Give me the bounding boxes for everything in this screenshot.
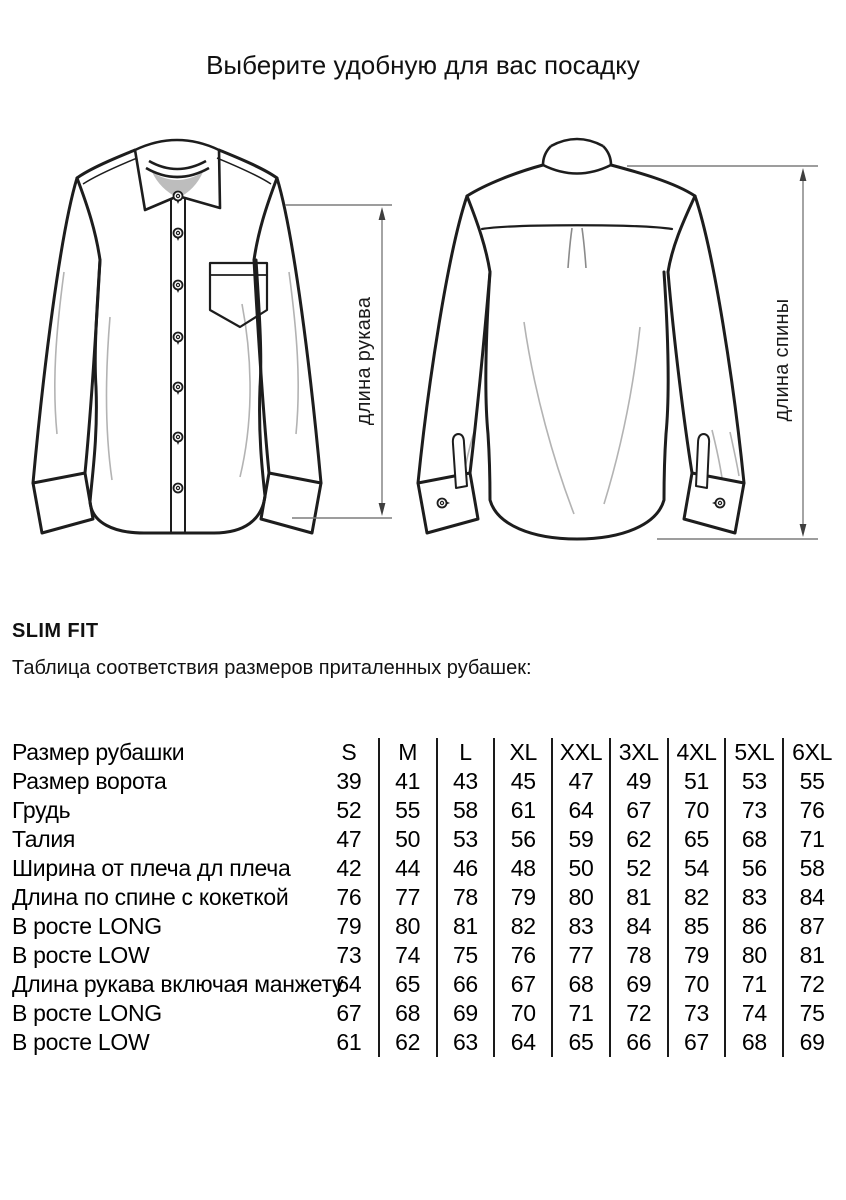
size-value-cell: 68: [724, 825, 782, 854]
size-value-cell: 75: [782, 999, 840, 1028]
size-value-cell: 65: [378, 970, 436, 999]
front-placket: [171, 198, 185, 532]
size-value-cell: 84: [782, 883, 840, 912]
size-value-cell: 71: [782, 825, 840, 854]
size-value-cell: 71: [724, 970, 782, 999]
size-value-cell: 47: [336, 826, 362, 852]
size-value-cell: 68: [724, 1028, 782, 1057]
size-value-cell: 55: [378, 796, 436, 825]
size-value-cell: 80: [378, 912, 436, 941]
size-value-cell: 75: [436, 941, 494, 970]
row-label-cell: Ширина от плеча дл плеча: [12, 855, 291, 881]
size-value-cell: 86: [724, 912, 782, 941]
size-value-cell: 62: [609, 825, 667, 854]
size-value-cell: 80: [551, 883, 609, 912]
size-value-cell: 46: [436, 854, 494, 883]
size-value-cell: 52: [336, 797, 362, 823]
size-value-cell: 67: [609, 796, 667, 825]
size-value-cell: 58: [782, 854, 840, 883]
size-value-cell: 74: [724, 999, 782, 1028]
size-value-cell: 81: [609, 883, 667, 912]
size-value-cell: 61: [493, 796, 551, 825]
size-value-cell: 58: [436, 796, 494, 825]
size-value-cell: 76: [493, 941, 551, 970]
size-value-cell: 39: [336, 768, 362, 794]
size-value-cell: XXL: [551, 738, 609, 767]
size-value-cell: 54: [667, 854, 725, 883]
table-subtitle: Таблица соответствия размеров приталенных рубашек:: [12, 657, 532, 679]
row-label-cell: В росте LONG: [12, 913, 162, 939]
size-value-cell: 64: [493, 1028, 551, 1057]
size-value-cell: 79: [667, 941, 725, 970]
sleeve-length-label: длина рукава: [353, 296, 375, 426]
size-value-cell: 67: [667, 1028, 725, 1057]
size-value-cell: L: [436, 738, 494, 767]
size-value-cell: 70: [667, 796, 725, 825]
size-value-cell: 55: [782, 767, 840, 796]
size-value-cell: 77: [378, 883, 436, 912]
size-value-cell: XL: [493, 738, 551, 767]
row-label-cell: В росте LONG: [12, 1000, 162, 1026]
back-length-label: длина спины: [771, 298, 793, 422]
size-value-cell: 84: [609, 912, 667, 941]
size-value-cell: 62: [378, 1028, 436, 1057]
size-value-cell: 52: [609, 854, 667, 883]
front-buttons: [174, 192, 183, 493]
size-value-cell: 59: [551, 825, 609, 854]
size-value-cell: 82: [493, 912, 551, 941]
back-length-arrow: [627, 166, 818, 539]
size-value-cell: 66: [609, 1028, 667, 1057]
sleeve-length-arrow: [285, 205, 392, 518]
size-value-cell: 81: [436, 912, 494, 941]
size-value-cell: 68: [378, 999, 436, 1028]
size-value-cell: 85: [667, 912, 725, 941]
size-value-cell: 79: [336, 913, 362, 939]
row-label-cell: Длина рукава включая манжету: [12, 971, 344, 997]
size-value-cell: 64: [336, 971, 362, 997]
size-value-cell: 69: [436, 999, 494, 1028]
size-value-cell: 81: [782, 941, 840, 970]
back-collar: [543, 139, 611, 174]
fit-heading: SLIM FIT: [12, 620, 99, 642]
size-value-cell: M: [378, 738, 436, 767]
size-value-cell: 73: [724, 796, 782, 825]
size-value-cell: 79: [493, 883, 551, 912]
size-value-cell: 44: [378, 854, 436, 883]
size-value-cell: 53: [724, 767, 782, 796]
size-value-cell: 47: [551, 767, 609, 796]
size-value-cell: 4XL: [667, 738, 725, 767]
size-value-cell: 49: [609, 767, 667, 796]
row-label-cell: Талия: [12, 826, 76, 852]
row-label-cell: В росте LOW: [12, 1029, 150, 1055]
size-value-cell: 45: [493, 767, 551, 796]
size-value-cell: 43: [436, 767, 494, 796]
size-value-cell: 42: [336, 855, 362, 881]
back-cuff-buttons: [438, 499, 725, 508]
size-value-cell: 83: [724, 883, 782, 912]
back-pleat-lines: [568, 228, 586, 268]
size-value-cell: 41: [378, 767, 436, 796]
size-value-cell: 48: [493, 854, 551, 883]
size-value-cell: 66: [436, 970, 494, 999]
size-value-cell: 77: [551, 941, 609, 970]
size-value-cell: 61: [336, 1029, 362, 1055]
size-value-cell: 80: [724, 941, 782, 970]
size-value-cell: 56: [724, 854, 782, 883]
size-value-cell: 50: [378, 825, 436, 854]
row-label-cell: В росте LOW: [12, 942, 150, 968]
size-value-cell: 70: [493, 999, 551, 1028]
size-value-cell: 73: [667, 999, 725, 1028]
size-value-cell: 78: [609, 941, 667, 970]
size-value-cell: 64: [551, 796, 609, 825]
row-label-cell: Размер ворота: [12, 768, 167, 794]
size-value-cell: 5XL: [724, 738, 782, 767]
size-value-cell: 78: [436, 883, 494, 912]
row-label-cell: Размер рубашки: [12, 739, 185, 765]
size-value-cell: 83: [551, 912, 609, 941]
size-value-cell: 69: [782, 1028, 840, 1057]
page-title: Выберите удобную для вас посадку: [206, 50, 640, 80]
size-value-cell: 71: [551, 999, 609, 1028]
size-value-cell: 70: [667, 970, 725, 999]
size-value-cell: 72: [782, 970, 840, 999]
size-value-cell: 87: [782, 912, 840, 941]
size-value-cell: 53: [436, 825, 494, 854]
back-shirt-diagram: [412, 132, 842, 562]
size-table: [12, 738, 840, 1057]
size-value-cell: S: [341, 739, 357, 765]
size-value-cell: 74: [378, 941, 436, 970]
size-value-cell: 72: [609, 999, 667, 1028]
size-value-cell: 65: [551, 1028, 609, 1057]
row-label-cell: Грудь: [12, 797, 71, 823]
size-value-cell: 67: [336, 1000, 362, 1026]
size-value-cell: 67: [493, 970, 551, 999]
size-value-cell: 68: [551, 970, 609, 999]
row-label-cell: Длина по спине с кокеткой: [12, 884, 289, 910]
size-value-cell: 73: [336, 942, 362, 968]
size-value-cell: 65: [667, 825, 725, 854]
size-value-cell: 76: [782, 796, 840, 825]
size-value-cell: 51: [667, 767, 725, 796]
size-value-cell: 76: [336, 884, 362, 910]
size-value-cell: 69: [609, 970, 667, 999]
size-value-cell: 56: [493, 825, 551, 854]
front-shirt-diagram: [30, 132, 395, 562]
size-value-cell: 82: [667, 883, 725, 912]
size-value-cell: 63: [436, 1028, 494, 1057]
size-value-cell: 6XL: [782, 738, 840, 767]
size-value-cell: 50: [551, 854, 609, 883]
size-value-cell: 3XL: [609, 738, 667, 767]
